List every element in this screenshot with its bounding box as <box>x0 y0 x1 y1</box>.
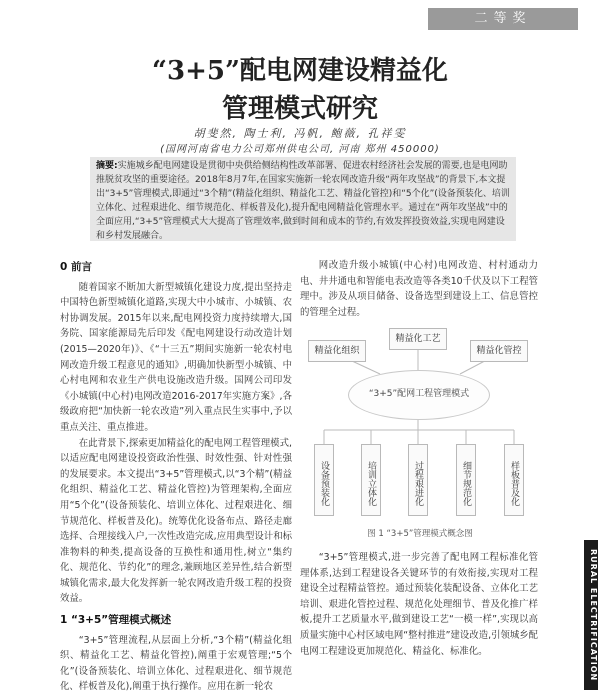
title-line-1: “3+5”配电网建设精益化 <box>152 56 448 86</box>
section-0-paragraph-1: 随着国家不断加大新型城镇化建设力度,提出坚持走中国特色新型城镇化道路,实现大中小城市、小城镇、农村协调发展。2015年以来,配电网投资力度持续增大,国务院、国家能源局先后印发《配电网建设行动改造计划(2015—2020年)》、《“十三五”期间实施新一轮农村电网改造升级工程意见的通知》,明确加快新型小城镇、中心村电网和农业生产供电设施改造升级。国网公司印发《小城镇(中心村)电网改造2016-2017年实施方案》,各级政府把“加快新一轮农改造”列入重点民生实事中,予以重点关注、重点推进。 <box>60 281 292 433</box>
section-0-heading: 0 前言 <box>60 261 92 273</box>
figure-caption: 图 1 “3+5”管理模式概念图 <box>367 529 473 539</box>
figure-diagram <box>300 318 540 530</box>
figure-box-process: 精益化工艺 <box>389 328 447 350</box>
left-column <box>60 258 292 695</box>
figure-box-training: 培训立体化 <box>361 444 381 516</box>
award-banner: 二等奖 <box>428 8 578 30</box>
section-1-heading: 1 “3+5”管理模式概述 <box>60 614 172 627</box>
figure-box-details: 细节规范化 <box>456 444 476 516</box>
authors: 胡斐然, 陶士利, 冯帆, 鲍薇, 孔祥雯 <box>193 127 407 140</box>
figure-box-process-control: 过程艰进化 <box>408 444 428 516</box>
section-1-paragraph-1: “3+5”管理流程,从层面上分析,“3个精”(精益化组织、精益化工艺、精益化管控),阐重于宏观管理;“5个化”(设备预装化、培训立体化、过程艰进化、细节规范化、样板普及化),阐重于执行操作。应用在新一轮农 <box>60 634 292 693</box>
right-paragraph-2: “3+5”管理模式,进一步完善了配电网工程标准化管理体系,达到工程建设各关键环节的有效衔接,实现对工程建设全过程精益管控。通过预装化装配设备、立体化工艺培训、艰进化管控过程、规范化处理细节、普及化推广样板,提升工艺质量水平,做到建设工艺“一模一样”,实现以高质量实施中心村区域电网“整村推进”建设改造,引领城乡配电网工程建设更加规范化、精益化、标准化。 <box>300 552 538 657</box>
right-column-top <box>300 258 538 320</box>
section-0-paragraph-2: 在此背景下,探索更加精益化的配电网工程管理模式,以适应配电网建设投资政治性强、时效性强、针对性强的发展要求。本文提出“3+5”管理模式,以“3个精”(精益化组织、精益化工艺、精益化管控)为管理架构,全面应用“5个化”(设备预装化、培训立体化、过程艰进化、细节规范化、样板普及化)。统筹优化设备布点、路径走廊选择、合理接线入户,一次性改造完成,应用典型设计和标准物料的种类,提高设备的互换性和通用性,树立“集约化、规范化、节约化”的理念,兼顾地区差异性,结合新型城镇化需求,最大化发挥新一轮农网改造升级工程的投资效益。 <box>60 437 292 605</box>
figure-box-control: 精益化管控 <box>470 340 528 362</box>
abstract-box <box>90 157 516 241</box>
right-column-bottom <box>300 550 538 659</box>
abstract-label: 摘要: <box>96 161 118 171</box>
title-line-2: 管理模式研究 <box>221 94 378 124</box>
figure-box-organization: 精益化组织 <box>308 340 366 362</box>
abstract-text: 实施城乡配电网建设是贯彻中央供给侧结构性改革部署、促进农村经济社会发展的需要,也是电网助推脱贫攻坚的重要途径。2018年8月7年,在国家实施新一轮农网改造升级“两年攻坚战”的背景下,本文提出“3+5”管理模式,即通过“3个精”(精益化组织、精益化工艺、精益化管控)和“5个化”(设备预装化、培训立体化、过程艰进化、细节规范化、样板普及化),提升配电网精益化管理水平。通过在“两年攻坚战”中的全面应用,“3+5”管理模式大大提高了管理效率,做到时间和成本的节约,有效发挥投资效益,实现电网建设和乡村发展融合。 <box>96 161 510 241</box>
journal-sidebar: RURAL ELECTRIFICATION <box>584 540 598 690</box>
figure-box-samples: 样板普及化 <box>504 444 524 516</box>
figure-center-ellipse: “3+5”配网工程管理模式 <box>348 370 490 420</box>
right-paragraph-1: 网改造升级小城镇(中心村)电网改造、村村通动力电、井井通电和智能电表改造等各类10千伏及以下工程管理中。涉及从项目储备、设备选型到建设上工、信息管控的管理全过程。 <box>300 260 538 318</box>
affiliation: (国网河南省电力公司郑州供电公司, 河南 郑州 450000) <box>160 144 440 155</box>
figure-box-prefab: 设备预装化 <box>314 444 334 516</box>
